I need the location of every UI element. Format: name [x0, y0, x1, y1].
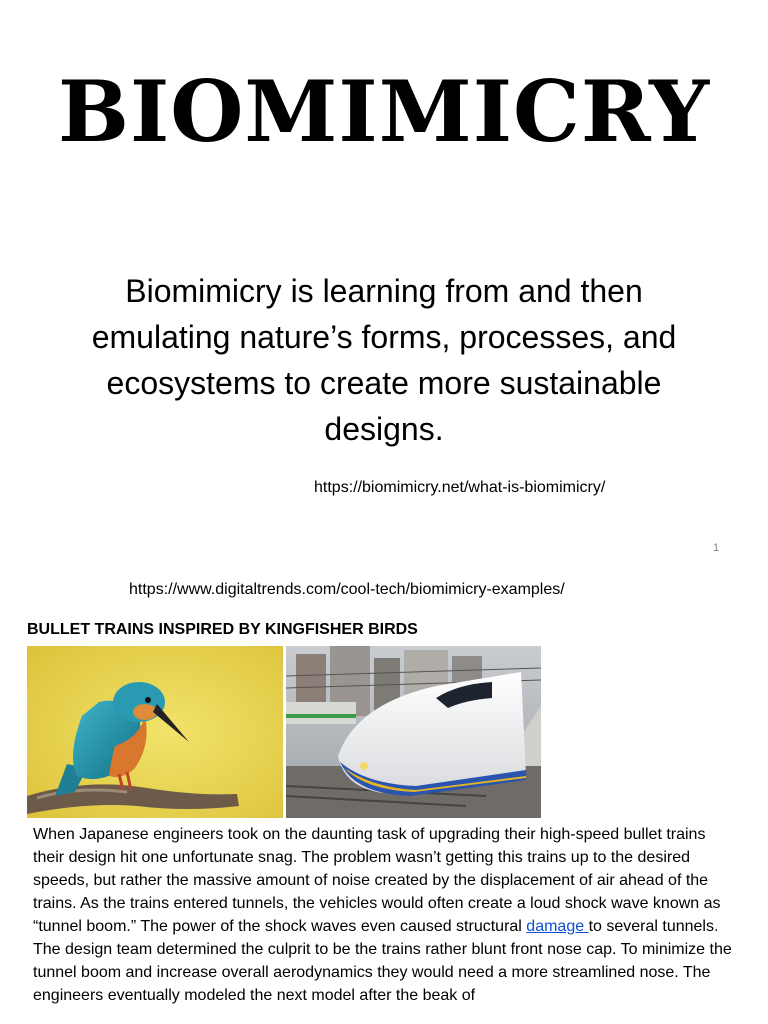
kingfisher-photo	[27, 646, 283, 818]
bullet-train-illustration	[286, 646, 541, 818]
definition-text: Biomimicry is learning from and then emulating nature’s forms, processes, and ecosystems to create more sustainable designs.	[91, 273, 677, 447]
source-url-digitaltrends: https://www.digitaltrends.com/cool-tech/biomimicry-examples/	[129, 581, 565, 598]
damage-link[interactable]: damage	[526, 918, 589, 935]
bullet-train-photo	[286, 646, 541, 818]
page-number: 1	[713, 542, 720, 554]
paragraph-2: The design team determined the culprit to be the trains rather blunt front nose cap. To minimize the tunnel boom and increase overall aerodynamics they would need a more streamlined nose. The engineers eventually modeled the next model after the beak of	[33, 941, 732, 1004]
page-title: BIOMIMICRY	[57, 62, 711, 161]
paragraph-1	[33, 823, 738, 938]
paragraph-1-text: When Japanese engineers took on the daunting task of upgrading their high-speed bullet trains their design hit one unfortunate snag. The problem wasn’t getting this trains up to the desired speeds, but rather the massive amount of noise created by the displacement of air ahead of the trains. As the trains entered tunnels, the vehicles would often create a loud shock wave known as “tunnel boom.” The power of the shock waves even caused structural	[33, 826, 721, 935]
paragraph-1-tail: to several tunnels.	[588, 918, 719, 935]
article-body	[33, 823, 738, 1007]
kingfisher-illustration	[27, 646, 283, 818]
section-heading: BULLET TRAINS INSPIRED BY KINGFISHER BIRDS	[27, 621, 418, 638]
source-url-biomimicry: https://biomimicry.net/what-is-biomimicry/	[314, 479, 606, 496]
